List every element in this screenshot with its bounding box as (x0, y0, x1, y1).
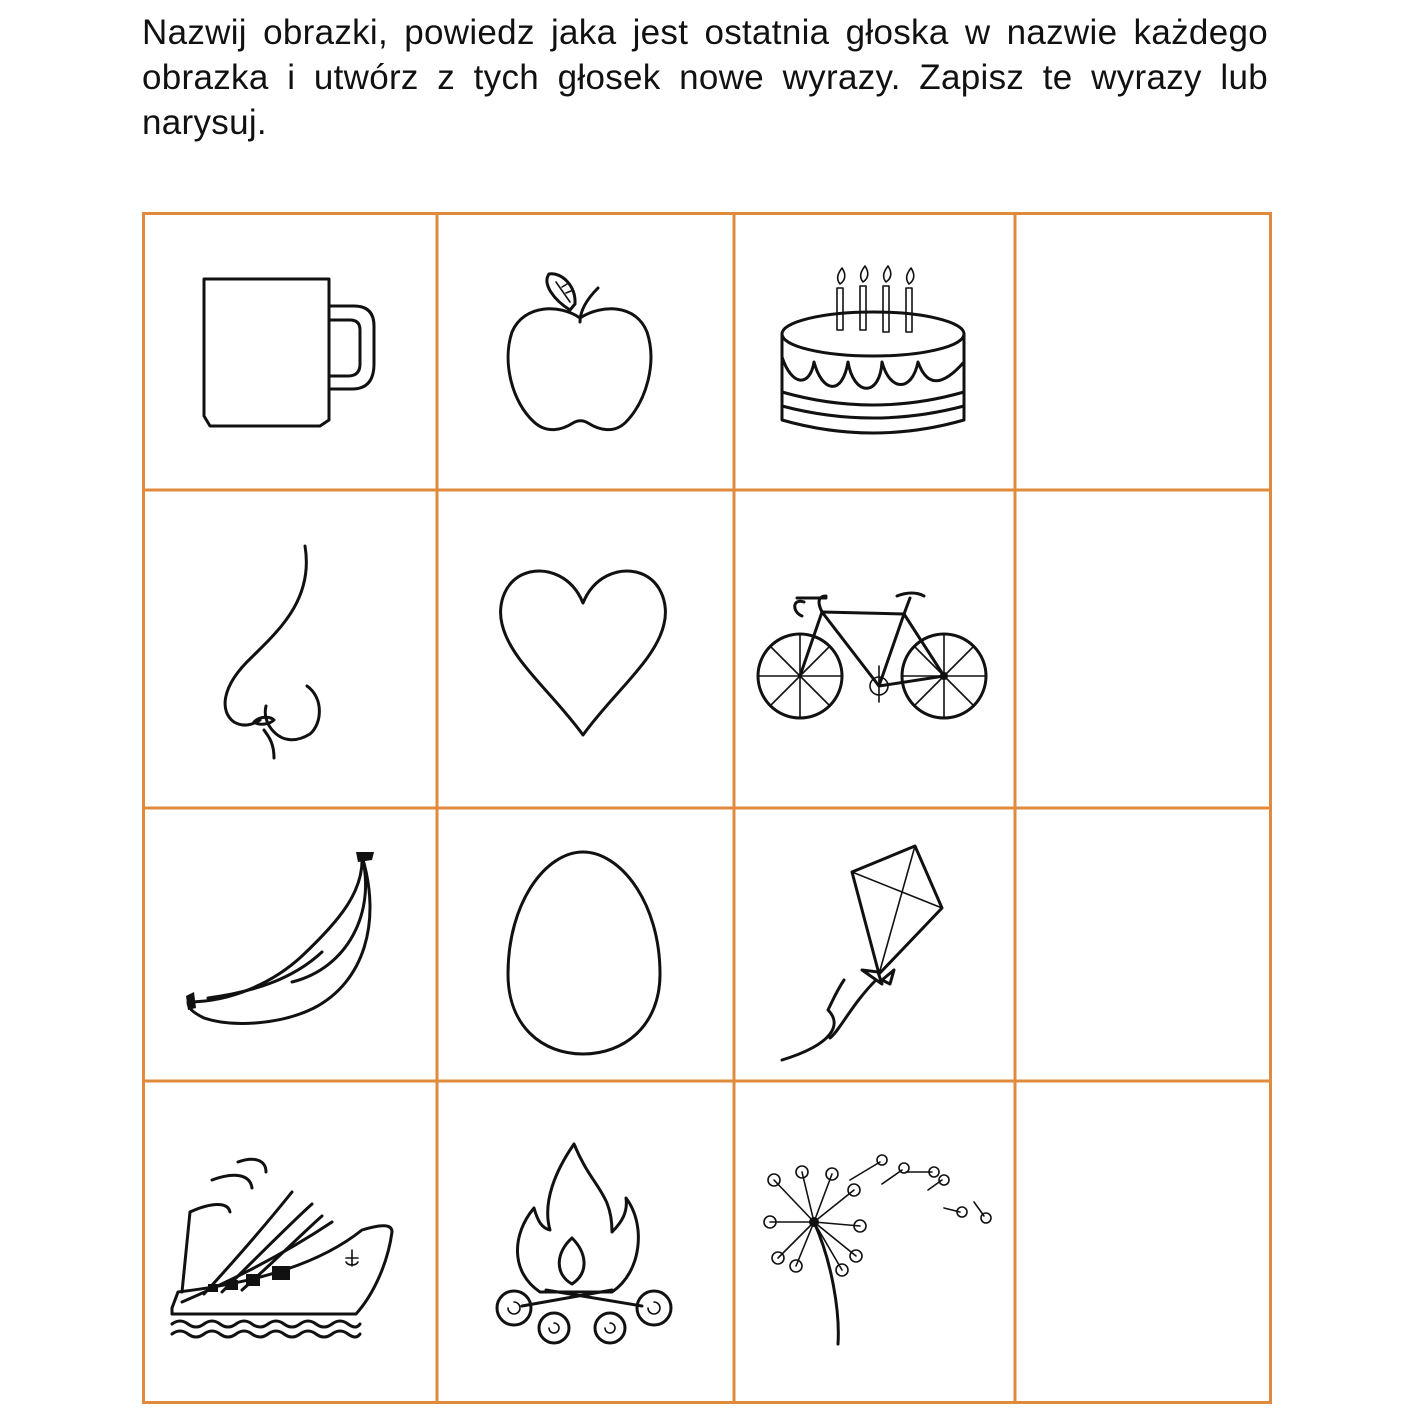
bicycle-icon (758, 593, 986, 718)
heart-icon (501, 571, 666, 735)
apple-icon (508, 274, 651, 430)
worksheet-svg (142, 212, 1272, 1404)
kite-icon (782, 846, 942, 1060)
mug-icon (204, 279, 374, 426)
dandelion-icon (764, 1155, 991, 1344)
answer-cell-3[interactable] (1017, 810, 1269, 1079)
answer-cell-1[interactable] (1017, 216, 1269, 488)
worksheet-grid (142, 212, 1272, 1404)
banana-icon (186, 852, 374, 1023)
campfire-icon (497, 1144, 671, 1343)
nose-icon (225, 546, 319, 758)
answer-cell-4[interactable] (1017, 1083, 1269, 1401)
ship-icon (172, 1159, 392, 1337)
answer-cell-2[interactable] (1017, 492, 1269, 806)
egg-icon (508, 852, 660, 1054)
birthday-cake-icon (782, 266, 964, 433)
instruction-text: Nazwij obrazki, powiedz jaka jest ostatnia głoska w nazwie każdego obrazka i utwórz z tych głosek nowe wyrazy. Zapisz te wyrazy lub narysuj. (142, 13, 1268, 142)
